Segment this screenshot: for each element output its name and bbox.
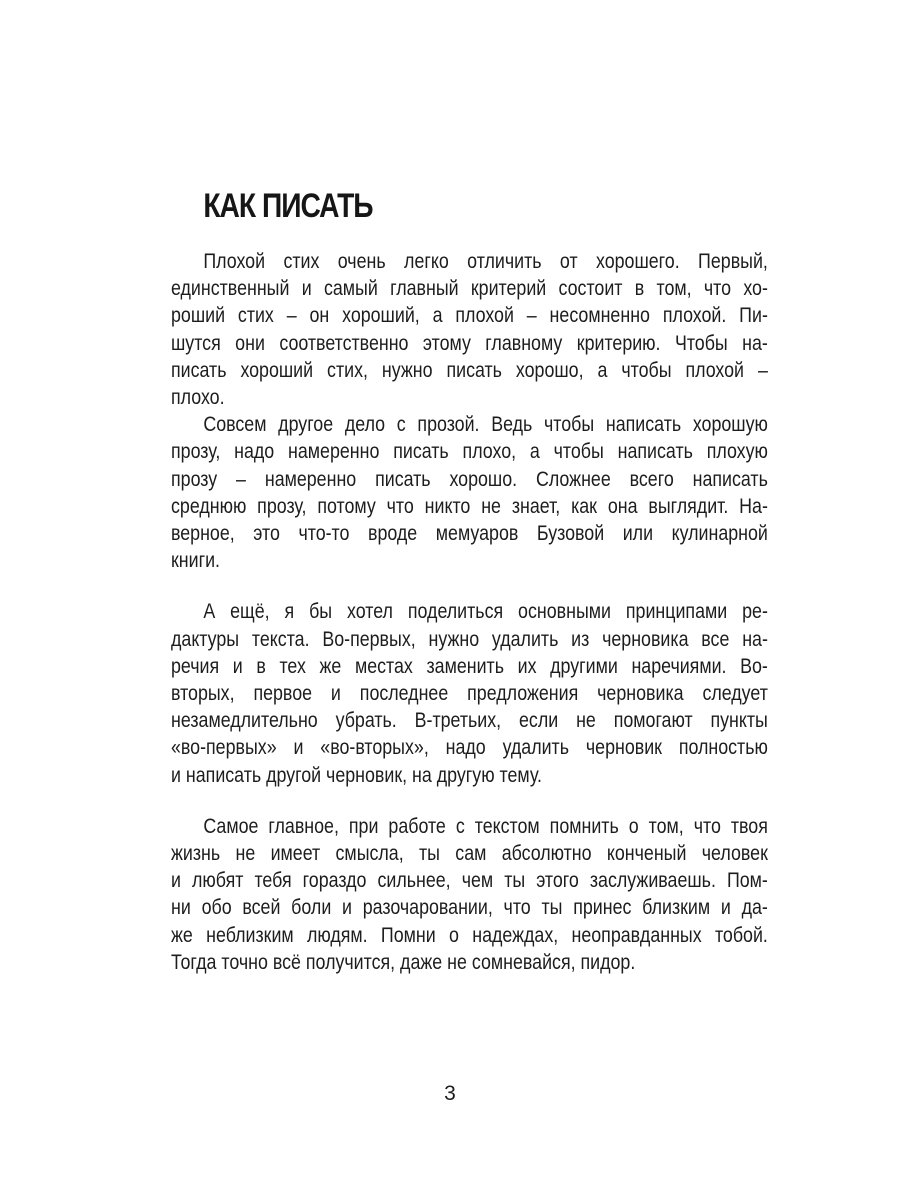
text-line: Тогда точно всё получится, даже не сомневайся, пидор. bbox=[171, 949, 636, 974]
text-line: же неблизким людям. Помни о надеждах, неоправданных тобой. bbox=[171, 922, 768, 947]
text-line: книги. bbox=[171, 548, 221, 573]
text-line: единственный и самый главный критерий состоит в том, что хо- bbox=[171, 276, 768, 301]
text-line: «во-первых» и «во-вторых», надо удалить черновик полностью bbox=[171, 735, 768, 760]
text-line: и любят тебя гораздо сильнее, чем ты этого заслуживаешь. Пом- bbox=[171, 868, 768, 893]
paragraph-1 bbox=[171, 248, 768, 411]
paragraph-3 bbox=[171, 598, 768, 788]
text-line: А ещё, я бы хотел поделиться основными принципами ре- bbox=[203, 599, 768, 624]
text-line: Плохой стих очень легко отличить от хорошего. Первый, bbox=[203, 249, 768, 273]
paragraph-2 bbox=[171, 411, 768, 574]
text-line: прозу, надо намеренно писать плохо, а чтобы написать плохую bbox=[171, 439, 768, 464]
text-line: среднюю прозу, потому что никто не знает, как она выглядит. На- bbox=[171, 493, 768, 518]
text-line: верное, это что-то вроде мемуаров Бузовой или кулинарной bbox=[171, 521, 768, 546]
text-line: роший стих – он хороший, а плохой – несомненно плохой. Пи- bbox=[171, 303, 768, 328]
page-number: 3 bbox=[444, 1082, 456, 1105]
text-line: ни обо всей боли и разочаровании, что ты принес близким и да- bbox=[171, 895, 768, 920]
text-line: Совсем другое дело с прозой. Ведь чтобы написать хорошую bbox=[203, 412, 768, 437]
text-line: Самое главное, при работе с текстом помнить о том, что твоя bbox=[203, 813, 768, 838]
text-line: шутся они соответственно этому главному критерию. Чтобы на- bbox=[171, 330, 768, 355]
text-line: незамедлительно убрать. В-третьих, если не помогают пункты bbox=[171, 708, 768, 733]
chapter-title: КАК ПИСАТЬ bbox=[203, 187, 373, 225]
text-line: вторых, первое и последнее предложения черновика следует bbox=[171, 681, 768, 706]
text-line: жизнь не имеет смысла, ты сам абсолютно конченый человек bbox=[171, 841, 768, 866]
text-line: прозу – намеренно писать хорошо. Сложнее всего написать bbox=[171, 466, 768, 491]
text-column bbox=[171, 188, 768, 976]
text-line: писать хороший стих, нужно писать хорошо, а чтобы плохой – bbox=[171, 357, 768, 382]
text-line: дактуры текста. Во-первых, нужно удалить из черновика все на- bbox=[171, 626, 768, 651]
paragraph-4 bbox=[171, 813, 768, 976]
text-line: плохо. bbox=[171, 385, 225, 410]
text-line: речия и в тех же местах заменить их другими наречиями. Во- bbox=[171, 653, 768, 678]
text-line: и написать другой черновик, на другую тему. bbox=[171, 762, 542, 787]
body-text bbox=[171, 248, 768, 976]
